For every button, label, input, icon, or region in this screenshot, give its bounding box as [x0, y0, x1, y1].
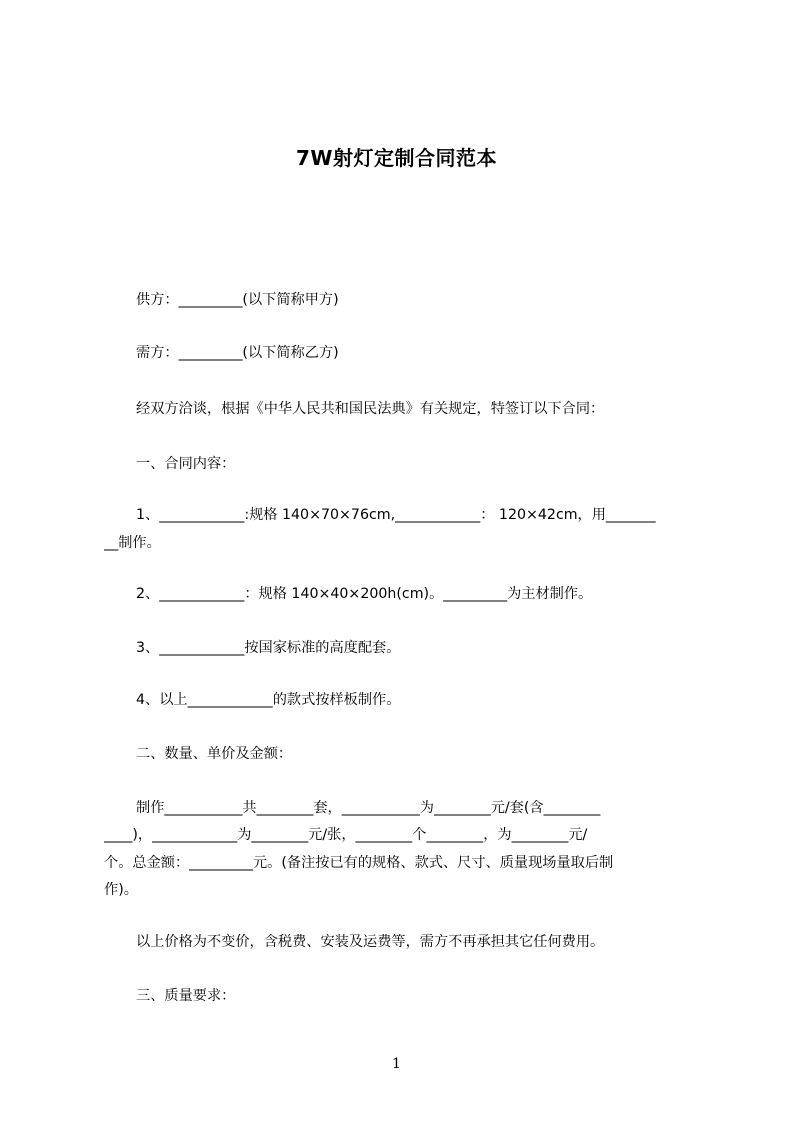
supplier-line: 供方：_________(以下简称甲方): [136, 292, 339, 308]
page-number: 1: [392, 1056, 401, 1072]
section-heading-quality: 三、质量要求：: [136, 988, 236, 1004]
clause-4: 4、以上____________的款式按样板制作。: [136, 692, 401, 708]
section-heading-contract-content: 一、合同内容：: [136, 456, 236, 472]
document-title: 7W射灯定制合同范本: [296, 146, 497, 170]
pricing-line-1: 制作___________共________套，___________为________元/套(含________: [136, 800, 601, 816]
clause-2: 2、____________：规格 140×40×200h(cm)。_________为主材制作。: [136, 586, 593, 602]
clause-3: 3、____________按国家标准的高度配套。: [136, 640, 401, 656]
pricing-line-3: 个。总金额：_________元。(备注按已有的规格、款式、尺寸、质量现场量取后制: [104, 855, 614, 871]
clause-1-line-2: __制作。: [104, 535, 161, 551]
preamble-line: 经双方洽谈，根据《中华人民共和国民法典》有关规定，特签订以下合同：: [136, 401, 605, 417]
section-heading-quantity-price: 二、数量、单价及金额：: [136, 746, 293, 762]
pricing-line-4: 作)。: [104, 882, 138, 898]
clause-1-line-1: 1、____________:规格 140×70×76cm,____________： 120×42cm，用_______: [136, 507, 656, 523]
pricing-line-2: ____)，____________为________元/张，________个________，为________元/: [104, 827, 588, 843]
buyer-line: 需方：_________(以下简称乙方): [136, 345, 339, 361]
price-note: 以上价格为不变价，含税费、安装及运费等，需方不再承担其它任何费用。: [136, 934, 605, 950]
